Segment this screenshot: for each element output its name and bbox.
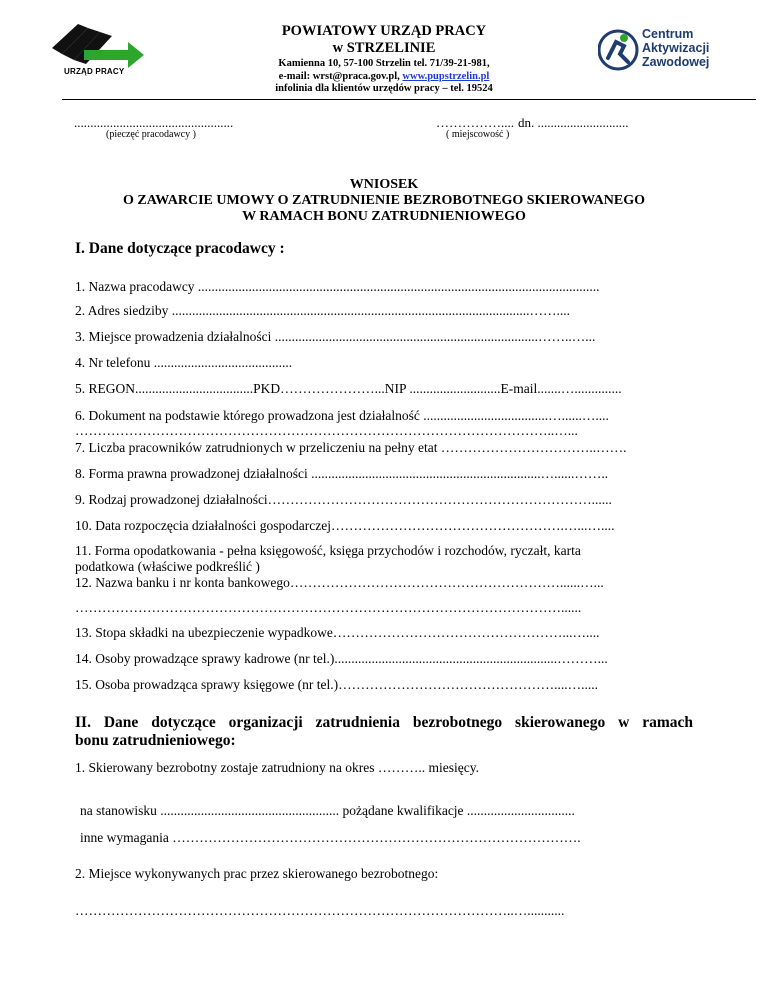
stamp-caption: (pieczęć pracodawcy ) <box>106 129 196 140</box>
field-employment-period[interactable]: 1. Skierowany bezrobotny zostaje zatrudniony na okres ……….. miesięcy. <box>75 760 480 775</box>
section2-heading-line2: bonu zatrudnieniowego: <box>75 732 236 749</box>
field-employer-name[interactable]: 1. Nazwa pracodawcy ....................................................................................................................... <box>75 279 600 294</box>
runner-icon <box>598 28 640 72</box>
field-accident-rate[interactable]: 13. Stopa składki na ubezpieczenie wypadkowe……………………………………………...….... <box>75 625 600 640</box>
field-work-place[interactable]: ……………………………………………………………………………………..…........... <box>75 903 565 918</box>
caz-logo-text <box>642 27 709 69</box>
field-document[interactable]: 6. Dokument na podstawie którego prowadzona jest działalność .....................................…......….... <box>75 408 609 423</box>
section2-heading-line1: II. Dane dotyczące organizacji zatrudnienia bezrobotnego skierowanego w ramach <box>75 714 693 731</box>
field-regon-pkd-nip-email[interactable]: 5. REGON...................................PKD…………………...NIP ...........................E-mail.......….............. <box>75 381 622 396</box>
field-other-requirements[interactable]: inne wymagania ………………………………………………………………………………. <box>80 830 581 845</box>
field-taxation-form-cont: podatkowa (właściwe podkreślić ) <box>75 559 260 574</box>
field-bank-account[interactable]: 12. Nazwa banku i nr konta bankowego……………………………………………………......…... <box>75 575 604 590</box>
stamp-field[interactable]: ................................................. <box>74 115 234 130</box>
place-field[interactable]: …………….... <box>436 115 514 130</box>
date-field[interactable]: dn. ............................ <box>518 115 629 130</box>
field-business-type[interactable]: 9. Rodzaj prowadzonej działalności………………………………………………………………...... <box>75 492 612 507</box>
field-start-date[interactable]: 10. Data rozpoczęcia działalności gospodarczej…………………………………………….…...….... <box>75 518 615 533</box>
doc-title-line3: W RAMACH BONU ZATRUDNIENIOWEGO <box>242 209 526 224</box>
field-business-location[interactable]: 3. Miejsce prowadzenia działalności ..............................................................................……..…... <box>75 329 596 344</box>
field-address[interactable]: 2. Adres siedziby ..........................................................................................................…….... <box>75 303 570 318</box>
org-name-line1: POWIATOWY URZĄD PRACY <box>281 23 487 39</box>
hotline-line: infolinia dla klientów urzędów pracy – tel. 19524 <box>275 83 493 94</box>
field-employee-count[interactable]: 7. Liczba pracowników zatrudnionych w przeliczeniu na pełny etat ……………………………..……. <box>75 440 627 455</box>
field-position-qualifications[interactable]: na stanowisku ..................................................... pożądane kwalifikacje ................................ <box>80 803 575 818</box>
header-divider <box>62 99 756 100</box>
field-hr-contact[interactable]: 14. Osoby prowadzące sprawy kadrowe (nr tel.)..................................................................………... <box>75 651 608 666</box>
logo-caption: URZĄD PRACY <box>64 67 125 76</box>
field-bank-account-cont[interactable]: ………………………………………………………………………………………………...... <box>75 600 582 615</box>
section1-heading: I. Dane dotyczące pracodawcy : <box>75 240 285 257</box>
section2-heading <box>75 714 693 750</box>
org-name-line2: w STRZELINIE <box>332 40 436 56</box>
field-document-cont[interactable]: ……………………………………………………………………………………………..…... <box>75 423 578 438</box>
caz-line2: Aktywizacji <box>642 41 710 55</box>
field-accounting-contact[interactable]: 15. Osoba prowadząca sprawy księgowe (nr tel.)…………………………………………....…..... <box>75 677 599 692</box>
website-link[interactable]: www.pupstrzelin.pl <box>402 71 490 82</box>
doc-title: WNIOSEK <box>349 177 419 192</box>
field-taxation-form[interactable]: 11. Forma opodatkowania - pełna księgowość, księga przychodów i rozchodów, ryczałt, karta <box>75 543 581 558</box>
place-caption: ( miejscowość ) <box>446 129 510 140</box>
caz-logo <box>598 28 738 76</box>
email-text: e-mail: wrst@praca.gov.pl, <box>278 71 403 82</box>
field-phone[interactable]: 4. Nr telefonu ......................................... <box>75 355 293 370</box>
caz-line1: Centrum <box>642 27 694 41</box>
caz-line3: Zawodowej <box>642 55 710 69</box>
doc-title-line2: O ZAWARCIE UMOWY O ZATRUDNIENIE BEZROBOTNEGO SKIEROWANEGO <box>123 193 645 208</box>
field-legal-form[interactable]: 8. Forma prawna prowadzonej działalności ....................................................................…......…….. <box>75 466 609 481</box>
address-line: Kamienna 10, 57-100 Strzelin tel. 71/39-21-981, <box>278 58 490 69</box>
field-work-place-label: 2. Miejsce wykonywanych prac przez skierowanego bezrobotnego: <box>75 866 439 881</box>
